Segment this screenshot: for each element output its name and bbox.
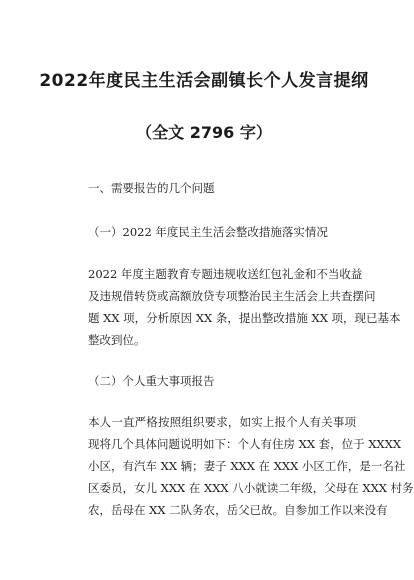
document-title: 2022年度民主生活会副镇长个人发言提纲 [39, 71, 369, 91]
paragraph-1-line: 整改到位。 [88, 333, 146, 347]
paragraph-2-line: 本人一直严格按照组织要求，如实上报个人有关事项 [88, 415, 356, 429]
paragraph-2 [88, 411, 414, 521]
paragraph-1-line: 2022 年度主题教育专题违规收送红包礼金和不当收益 [88, 267, 363, 281]
document-subtitle: （全文 2796 字） [136, 123, 272, 142]
paragraph-1 [88, 263, 401, 351]
subheading-1: （一）2022 年度民主生活会整改措施落实情况 [88, 225, 328, 239]
subheading-2: （二）个人重大事项报告 [88, 374, 215, 388]
paragraph-2-line: 农，岳母在 XX 二队务农，岳父已故。自参加工作以来没有 [88, 503, 388, 517]
paragraph-1-line: 题 XX 项，分析原因 XX 条，提出整改措施 XX 项，现已基本 [88, 311, 401, 325]
paragraph-2-line: 现将几个具体问题说明如下：个人有住房 XX 套，位于 XXXX [88, 437, 402, 451]
paragraph-1-line: 及违规借转贷或高额放贷专项整治民主生活会上共查摆问 [88, 289, 376, 303]
paragraph-2-line: 区委员，女儿 XXX 在 XXX 八小就读二年级，父母在 XXX 村务 [88, 481, 414, 495]
section-heading-1: 一、需要报告的几个问题 [88, 181, 215, 195]
paragraph-2-line: 小区，有汽车 XX 辆；妻子 XXX 在 XXX 小区工作，是一名社 [88, 459, 406, 473]
